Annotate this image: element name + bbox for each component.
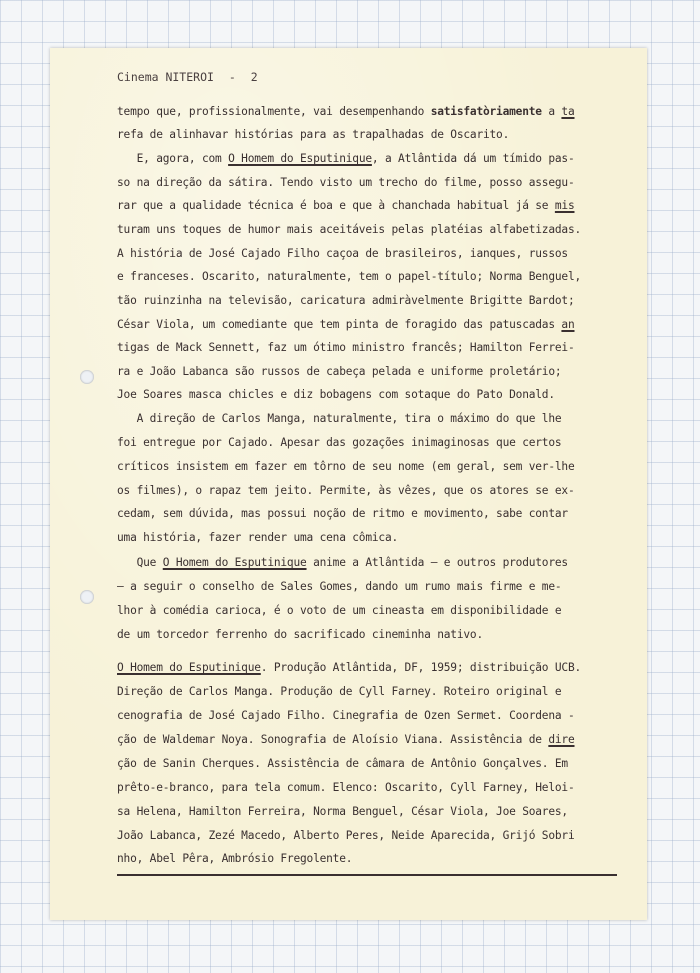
text-line: [117, 604, 561, 617]
text-segment: A direção de Carlos Manga, naturalmente, tira o máximo do que lhe: [117, 412, 562, 425]
text-line: [117, 294, 574, 307]
text-line: [117, 270, 581, 283]
text-line: [117, 757, 568, 770]
text-line: [117, 412, 561, 425]
text-segment: cedam, sem dúvida, mas possui noção de ritmo e movimento, sabe contar: [117, 507, 568, 520]
text-segment: mis: [554, 199, 575, 212]
text-line: [117, 365, 561, 378]
text-segment: E, agora, com: [117, 152, 229, 165]
page-number: 2: [250, 70, 258, 84]
text-segment: O Homem do Esputinique: [162, 556, 307, 569]
text-segment: Que: [117, 556, 163, 569]
text-line: [117, 484, 574, 497]
text-line: [117, 199, 574, 212]
text-line: [117, 388, 555, 401]
punch-hole-top: [80, 370, 94, 384]
text-segment: João Labanca, Zezé Macedo, Alberto Peres, Neide Aparecida, Grijó Sobri: [117, 829, 575, 842]
text-segment: nho, Abel Pêra, Ambrósio Fregolente.: [117, 852, 353, 865]
text-segment: ra e João Labanca são russos de cabeça pelada e uniforme proletário;: [117, 365, 562, 378]
text-line: [117, 318, 575, 331]
text-line: [117, 805, 568, 818]
text-segment: ção de Waldemar Noya. Sonografia de Aloísio Viana. Assistência de: [117, 733, 549, 746]
text-segment: ta: [561, 105, 575, 118]
text-line: [117, 223, 581, 236]
text-line: [117, 176, 574, 189]
header-dash: -: [228, 70, 236, 84]
text-line: [117, 341, 574, 354]
text-line: [117, 531, 398, 544]
text-line: [117, 105, 575, 118]
text-segment: , a Atlântida dá um tímido pas-: [371, 152, 575, 165]
text-segment: satisfatòriamente: [430, 105, 542, 118]
text-line: [117, 556, 568, 569]
text-segment: dire: [548, 733, 575, 746]
text-line: [117, 733, 575, 746]
text-segment: turam uns toques de humor mais aceitáveis pelas platéias alfabetizadas.: [117, 223, 582, 236]
text-line: [117, 507, 568, 520]
text-line: [117, 128, 509, 141]
text-segment: cenografia de José Cajado Filho. Cinegrafia de Ozen Sermet. Coordena -: [117, 709, 575, 722]
page-title: Cinema NITEROI: [117, 70, 214, 84]
text-segment: de um torcedor ferrenho do sacrificado cineminha nativo.: [117, 628, 483, 641]
text-segment: anime a Atlântida — e outros produtores: [306, 556, 568, 569]
text-line: [117, 580, 561, 593]
text-segment: tão ruinzinha na televisão, caricatura admiràvelmente Brigitte Bardot;: [117, 294, 575, 307]
text-segment: os filmes), o rapaz tem jeito. Permite, às vêzes, que os atores se ex-: [117, 484, 575, 497]
typewritten-page: [50, 48, 647, 920]
text-segment: Joe Soares masca chicles e diz bobagens com sotaque do Pato Donald.: [117, 388, 555, 401]
text-segment: Direção de Carlos Manga. Produção de Cyll Farney. Roteiro original e: [117, 685, 562, 698]
text-segment: críticos insistem em fazer em tôrno de seu nome (em geral, sem ver-lhe: [117, 460, 575, 473]
text-segment: ção de Sanin Cherques. Assistência de câmara de Antônio Gonçalves. Em: [117, 757, 568, 770]
text-segment: lhor à comédia carioca, é o voto de um cineasta em disponibilidade e: [117, 604, 562, 617]
page-header: [117, 70, 266, 84]
text-segment: tempo que, profissionalmente, vai desempenhando: [117, 105, 431, 118]
text-segment: uma história, fazer render uma cena cômica.: [117, 531, 399, 544]
text-segment: foi entregue por Cajado. Apesar das gozações inimaginosas que certos: [117, 436, 562, 449]
text-segment: a: [541, 105, 562, 118]
text-segment: an: [561, 318, 575, 331]
text-line: [117, 709, 574, 722]
text-segment: sa Helena, Hamilton Ferreira, Norma Benguel, César Viola, Joe Soares,: [117, 805, 568, 818]
text-line: [117, 852, 352, 865]
text-line: [117, 685, 561, 698]
text-segment: A história de José Cajado Filho caçoa de brasileiros, ianques, russos: [117, 247, 568, 260]
text-segment: rar que a qualidade técnica é boa e que à chanchada habitual já se: [117, 199, 555, 212]
end-rule: [117, 874, 617, 876]
text-line: [117, 628, 483, 641]
text-segment: so na direção da sátira. Tendo visto um trecho do filme, posso assegu-: [117, 176, 575, 189]
text-line: [117, 247, 568, 260]
text-line: [117, 436, 561, 449]
text-segment: prêto-e-branco, para tela comum. Elenco: Oscarito, Cyll Farney, Heloi-: [117, 781, 575, 794]
text-segment: e franceses. Oscarito, naturalmente, tem o papel-título; Norma Benguel,: [117, 270, 582, 283]
text-segment: . Produção Atlântida, DF, 1959; distribuição UCB.: [260, 661, 582, 674]
text-segment: O Homem do Esputinique: [117, 661, 261, 674]
text-line: [117, 781, 574, 794]
text-line: [117, 152, 575, 165]
punch-hole-bottom: [80, 590, 94, 604]
text-segment: refa de alinhavar histórias para as trapalhadas de Oscarito.: [117, 128, 510, 141]
text-segment: César Viola, um comediante que tem pinta de foragido das patuscadas: [117, 318, 562, 331]
text-line: [117, 829, 574, 842]
text-segment: tigas de Mack Sennett, faz um ótimo ministro francês; Hamilton Ferrei-: [117, 341, 575, 354]
text-segment: — a seguir o conselho de Sales Gomes, dando um rumo mais firme e me-: [117, 580, 562, 593]
text-line: [117, 661, 581, 674]
text-line: [117, 460, 574, 473]
text-segment: O Homem do Esputinique: [228, 152, 372, 165]
